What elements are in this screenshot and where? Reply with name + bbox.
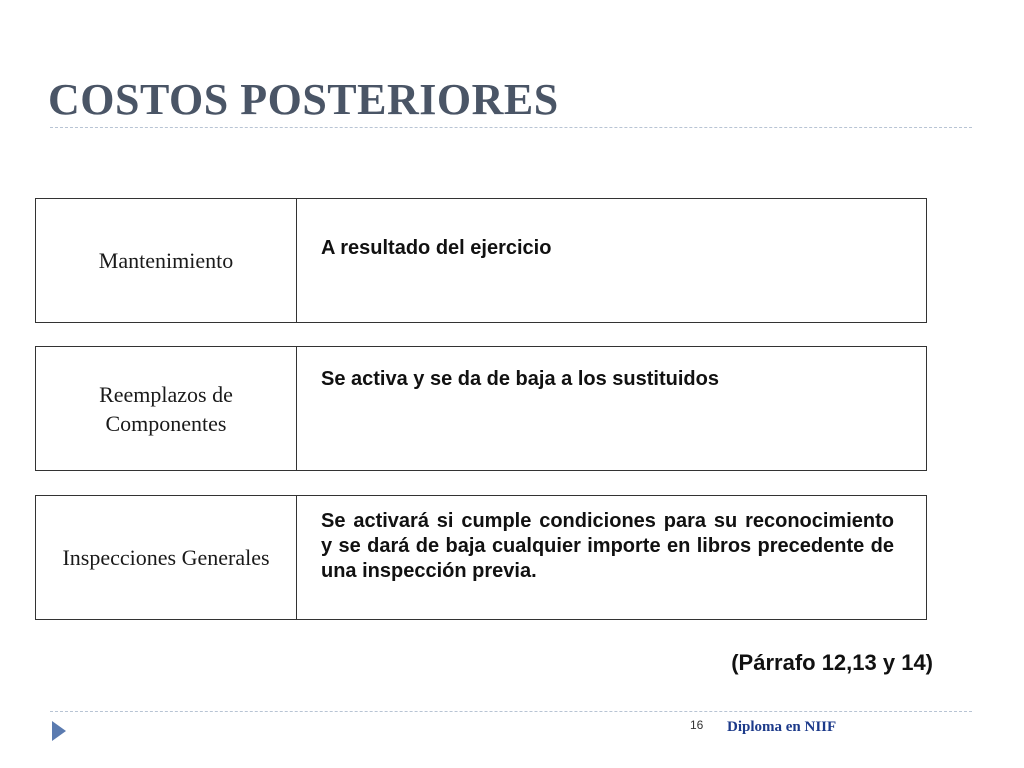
row-label: Inspecciones Generales (36, 496, 297, 619)
row-description: Se activa y se da de baja a los sustituidos (321, 368, 719, 390)
row-description: Se activará si cumple condiciones para su reconocimiento y se dará de baja cualquier importe en libros precedente de una inspección previa. (321, 510, 894, 582)
paragraph-reference: (Párrafo 12,13 y 14) (731, 650, 933, 675)
row-label: Mantenimiento (36, 199, 297, 322)
table-row-mantenimiento (35, 198, 927, 323)
table-row-inspecciones (35, 495, 927, 620)
table-row-reemplazos (35, 346, 927, 471)
footer-course-name: Diploma en NIIF (727, 719, 837, 735)
page-number: 16 (690, 718, 704, 732)
footer-divider (50, 711, 972, 712)
row-label: Reemplazos de Componentes (36, 347, 297, 470)
slide-title: COSTOS POSTERIORES (48, 75, 559, 124)
triangle-right-icon[interactable] (52, 721, 66, 741)
title-divider (50, 127, 972, 128)
row-description: A resultado del ejercicio (321, 237, 552, 259)
